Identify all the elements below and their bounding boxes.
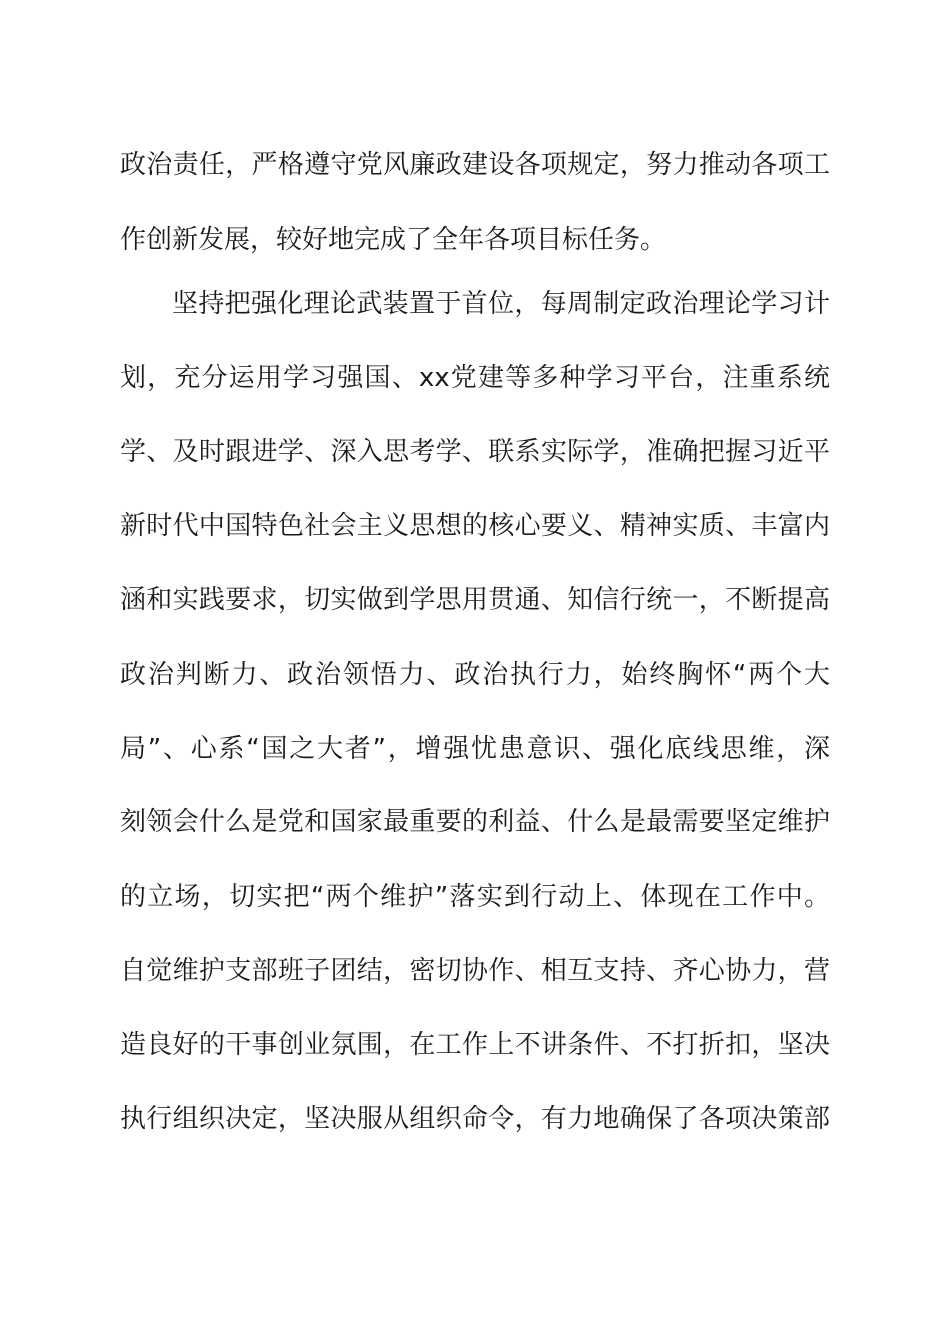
text-line: 学、及时跟进学、深入思考学、联系实际学，准确把握习近平: [120, 437, 830, 467]
text-line: 新时代中国特色社会主义思想的核心要义、精神实质、丰富内: [120, 511, 830, 541]
text-line: 局”、心系“国之大者”，增强忧患意识、强化底线思维，深: [120, 734, 830, 764]
text-line: 政治责任，严格遵守党风廉政建设各项规定，努力推动各项工: [120, 150, 830, 180]
text-line: 造良好的干事创业氛围，在工作上不讲条件、不打折扣，坚决: [120, 1030, 830, 1060]
text-line: 刻领会什么是党和国家最重要的利益、什么是最需要坚定维护: [120, 807, 830, 837]
text-line: 自觉维护支部班子团结，密切协作、相互支持、齐心协力，营: [120, 956, 830, 986]
text-line: 涵和实践要求，切实做到学思用贯通、知信行统一，不断提高: [120, 585, 830, 615]
text-line: 的立场，切实把“两个维护”落实到行动上、体现在工作中。: [120, 882, 830, 912]
paragraph-first-line: 坚持把强化理论武装置于首位，每周制定政治理论学习计: [172, 289, 830, 319]
text-line: 政治判断力、政治领悟力、政治执行力，始终胸怀“两个大: [120, 660, 830, 690]
text-line: 划，充分运用学习强国、xx党建等多种学习平台，注重系统: [120, 363, 830, 393]
text-line: 作创新发展，较好地完成了全年各项目标任务。: [120, 225, 667, 255]
text-line: 执行组织决定，坚决服从组织命令，有力地确保了各项决策部: [120, 1104, 830, 1134]
